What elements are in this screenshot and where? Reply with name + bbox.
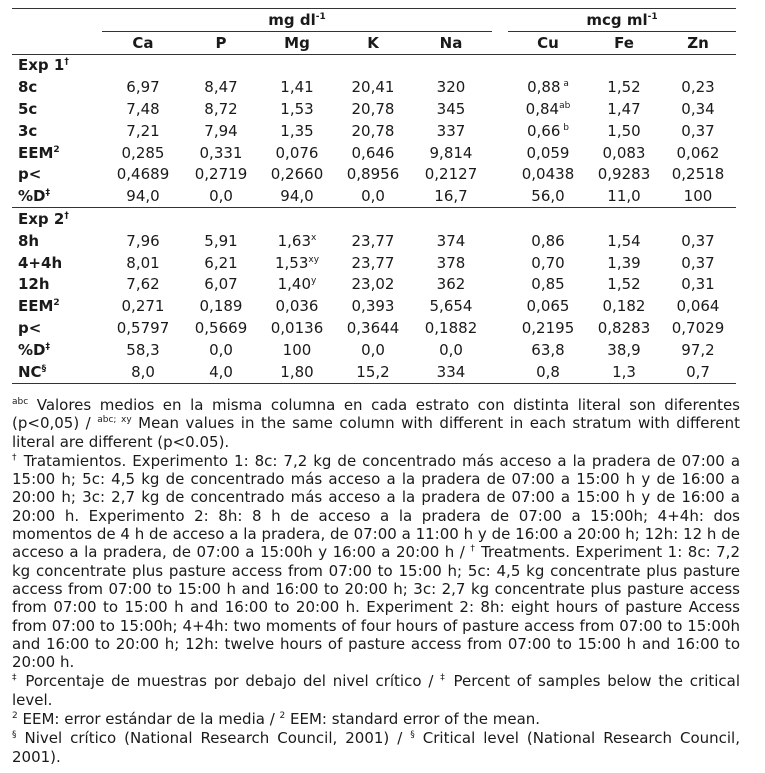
cell-ca: 8,0 <box>102 361 184 383</box>
cell-na: 334 <box>410 361 492 383</box>
cell-zn: 97,2 <box>681 340 715 359</box>
cell-k: 20,78 <box>351 100 395 119</box>
cell-ca: 58,3 <box>126 340 160 359</box>
cell-zn: 0,7029 <box>671 319 725 338</box>
cell-k: 23,02 <box>351 275 395 294</box>
cell-na: 0,0 <box>439 340 463 359</box>
cell-ca: 94,0 <box>102 185 184 207</box>
cell-k: 15,2 <box>336 361 410 383</box>
cell-zn: 0,34 <box>681 100 715 119</box>
cell-p: 0,331 <box>199 143 243 162</box>
footnote-abc: $^{abc}$ Valores medios en la misma columna en cada estrato con distinta literal son diferentes (p<0,05) / $^{abc; xy}$ Mean values in the same column with different in each stratum with different literal are different (p<0.05). <box>12 396 740 451</box>
col-header: Na <box>410 31 492 54</box>
table-row <box>12 185 736 207</box>
group-header-mg: mg $dl^{-1}$ <box>102 9 492 32</box>
col-header: Ca <box>102 31 184 54</box>
cell-na: 378 <box>436 253 466 272</box>
cell-ca: 0,5797 <box>116 319 170 338</box>
cell-mg: 1,41 <box>280 78 314 97</box>
cell-cu: 0,059 <box>526 143 570 162</box>
row-label: %D‡ <box>18 340 50 359</box>
section-header-exp1: Exp 1† <box>18 56 69 75</box>
col-header: Cu <box>508 31 588 54</box>
cell-p: 0,0 <box>209 340 233 359</box>
cell-k: 0,0 <box>361 340 385 359</box>
cell-ca: 0,4689 <box>116 165 170 184</box>
cell-fe: 0,083 <box>602 143 646 162</box>
col-header: K <box>336 31 410 54</box>
row-label: p< <box>18 319 42 338</box>
cell-fe: 1,47 <box>607 100 641 119</box>
cell-cu: 0,88 $^a$ <box>527 78 569 97</box>
cell-fe: 1,52 <box>607 275 641 294</box>
table-row <box>12 274 736 296</box>
cell-ca: 6,97 <box>126 78 160 97</box>
cell-mg: 0,036 <box>275 297 319 316</box>
cell-mg: 100 <box>282 340 312 359</box>
cell-cu: 0,2195 <box>521 319 575 338</box>
table-row <box>12 295 736 317</box>
cell-k: 0,646 <box>351 143 395 162</box>
cell-fe: 1,3 <box>588 361 660 383</box>
row-label: 8h <box>18 231 40 250</box>
cell-cu: 0,0438 <box>521 165 575 184</box>
cell-k: 0,8956 <box>346 165 400 184</box>
table-row <box>12 142 736 164</box>
col-header: Zn <box>660 31 736 54</box>
cell-p: 7,94 <box>204 121 238 140</box>
footnote-dagger: † Tratamientos. Experimento 1: 8c: 7,2 kg de concentrado más acceso a la pradera de 07:00 a 15:00 h; 5c: 4,5 kg de concentrado más acceso a la pradera de 07:00 a 15:00 h y de 16:00 a 20:00 h; 3c: 2,7 kg de concentrado más acceso a la pradera de 07:00 a 15:00 h y de 16:00 a 20:00 h. Experimento 2: 8h: 8 h de acceso a la pradera de 07:00 a 15:00h; 4+4h: dos momentos de 4 h de acceso a la pradera, de 07:00 a 11:00 h y de 16:00 a 20:00 h; 12h: 12 h de acceso a la pradera, de 07:00 a 15:00h y 16:00 a 20:00 h / † Treatments. Experiment 1: 8c: 7,2 kg concentrate plus pasture access from 07:00 to 15:00 h; 5c: 4,5 kg concentrate plus pasture access from 07:00 to 15:00 h and 16:00 to 20:00 h; 3c: 2,7 kg concentrate plus pasture access from 07:00 to 15:00 h and 16:00 to 20:00 h. Experiment 2: 8h: eight hours of pasture Access from 07:00 to 15:00h; 4+4h: two moments of four hours of pasture access from 07:00 to 15:00h and 16:00 to 20:00 h; 12h: twelve hours of pasture access from 07:00 to 15:00 h and 16:00 to 20:00 h. <box>12 451 741 672</box>
cell-na: 16,7 <box>410 185 492 207</box>
cell-zn: 100 <box>660 185 736 207</box>
exp2-rows <box>12 230 736 383</box>
section-header-exp2: Exp 2† <box>12 208 736 230</box>
cell-mg: 0,0136 <box>270 319 324 338</box>
footnote-eem: $^2$ EEM: error estándar de la media / $^2$ EEM: standard error of the mean. <box>12 710 541 729</box>
table-footnotes <box>12 396 740 767</box>
cell-p: 6,07 <box>204 275 238 294</box>
cell-cu: 0,065 <box>526 297 570 316</box>
table-row <box>12 339 736 361</box>
footnote-double-dagger: ‡ Porcentaje de muestras por debajo del nivel crítico / ‡ Percent of samples below the critical level. <box>12 672 741 709</box>
cell-mg: 94,0 <box>258 185 336 207</box>
cell-ca: 0,271 <box>121 297 165 316</box>
group-header-mcg: mcg $ml^{-1}$ <box>508 9 736 32</box>
cell-na: 0,1882 <box>424 319 478 338</box>
cell-ca: 7,96 <box>126 231 160 250</box>
exp1-rows <box>12 76 736 207</box>
row-label: %D‡ <box>12 185 102 207</box>
row-label: 5c <box>18 100 38 119</box>
cell-fe: 0,182 <box>602 297 646 316</box>
cell-cu: 0,70 <box>531 253 565 272</box>
cell-ca: 7,48 <box>126 100 160 119</box>
cell-zn: 0,37 <box>681 231 715 250</box>
cell-mg: 0,2660 <box>270 165 324 184</box>
cell-k: 0,0 <box>336 185 410 207</box>
cell-mg: 1,80 <box>258 361 336 383</box>
cell-fe: 11,0 <box>588 185 660 207</box>
table-row <box>12 164 736 186</box>
cell-p: 0,189 <box>199 297 243 316</box>
cell-na: 5,654 <box>429 297 473 316</box>
table-row <box>12 252 736 274</box>
cell-k: 20,41 <box>351 78 395 97</box>
cell-na: 0,2127 <box>424 165 478 184</box>
cell-cu: 0,86 <box>531 231 565 250</box>
cell-na: 9,814 <box>429 143 473 162</box>
cell-cu: 0,66 $^b$ <box>527 121 569 140</box>
group-header-row <box>12 9 736 32</box>
cell-p: 0,2719 <box>194 165 248 184</box>
cell-mg: 1,35 <box>280 121 314 140</box>
col-header: Mg <box>258 31 336 54</box>
cell-zn: 0,2518 <box>671 165 725 184</box>
cell-zn: 0,064 <box>676 297 720 316</box>
cell-fe: 0,9283 <box>597 165 651 184</box>
cell-ca: 0,285 <box>121 143 165 162</box>
row-label: EEM$^2$ <box>18 143 60 162</box>
cell-cu: 56,0 <box>508 185 588 207</box>
cell-fe: 0,8283 <box>597 319 651 338</box>
cell-mg: 0,076 <box>275 143 319 162</box>
cell-fe: 1,52 <box>607 78 641 97</box>
table-row <box>12 317 736 339</box>
cell-mg: 1,63$^x$ <box>277 231 317 250</box>
cell-cu: 0,85 <box>531 275 565 294</box>
cell-fe: 38,9 <box>607 340 641 359</box>
cell-k: 23,77 <box>351 231 395 250</box>
cell-ca: 7,62 <box>126 275 160 294</box>
row-label: 12h <box>18 275 50 294</box>
cell-p: 5,91 <box>204 231 238 250</box>
cell-na: 374 <box>436 231 466 250</box>
footnote-section: § Nivel crítico (National Research Council, 2001) / § Critical level (National Research Council, 2001). <box>12 729 740 766</box>
cell-na: 345 <box>436 100 466 119</box>
cell-ca: 7,21 <box>126 121 160 140</box>
cell-cu: 63,8 <box>531 340 565 359</box>
table-row <box>12 120 736 142</box>
col-header: P <box>184 31 258 54</box>
cell-k: 20,78 <box>351 121 395 140</box>
cell-p: 0,0 <box>184 185 258 207</box>
cell-p: 4,0 <box>184 361 258 383</box>
cell-fe: 1,39 <box>607 253 641 272</box>
cell-fe: 1,54 <box>607 231 641 250</box>
cell-p: 8,72 <box>204 100 238 119</box>
cell-ca: 8,01 <box>126 253 160 272</box>
row-label: 4+4h <box>18 253 63 272</box>
row-label: 8c <box>18 78 38 97</box>
cell-p: 6,21 <box>204 253 238 272</box>
cell-zn: 0,23 <box>681 78 715 97</box>
cell-p: 8,47 <box>204 78 238 97</box>
table-row <box>12 230 736 252</box>
row-label: EEM$^2$ <box>18 297 60 316</box>
cell-na: 337 <box>436 121 466 140</box>
cell-zn: 0,31 <box>681 275 715 294</box>
cell-mg: 1,40$^y$ <box>277 275 317 294</box>
cell-zn: 0,37 <box>681 121 715 140</box>
cell-cu: 0,8 <box>508 361 588 383</box>
col-header: Fe <box>588 31 660 54</box>
table-row <box>12 361 736 383</box>
cell-zn: 0,7 <box>660 361 736 383</box>
minerals-table <box>12 8 736 384</box>
row-label: 3c <box>18 121 38 140</box>
cell-k: 0,393 <box>351 297 395 316</box>
cell-zn: 0,37 <box>681 253 715 272</box>
cell-fe: 1,50 <box>607 121 641 140</box>
row-label: p< <box>18 165 42 184</box>
cell-na: 320 <box>436 78 466 97</box>
row-label: NC§ <box>12 361 102 383</box>
cell-mg: 1,53 <box>280 100 314 119</box>
table-row <box>12 76 736 98</box>
column-header-row <box>12 31 736 54</box>
cell-cu: 0,84$^{ab}$ <box>525 100 571 119</box>
cell-k: 23,77 <box>351 253 395 272</box>
table-row <box>12 98 736 120</box>
cell-p: 0,5669 <box>194 319 248 338</box>
cell-k: 0,3644 <box>346 319 400 338</box>
cell-na: 362 <box>436 275 466 294</box>
cell-zn: 0,062 <box>676 143 720 162</box>
cell-mg: $1,53^{xy}$ <box>274 253 320 272</box>
